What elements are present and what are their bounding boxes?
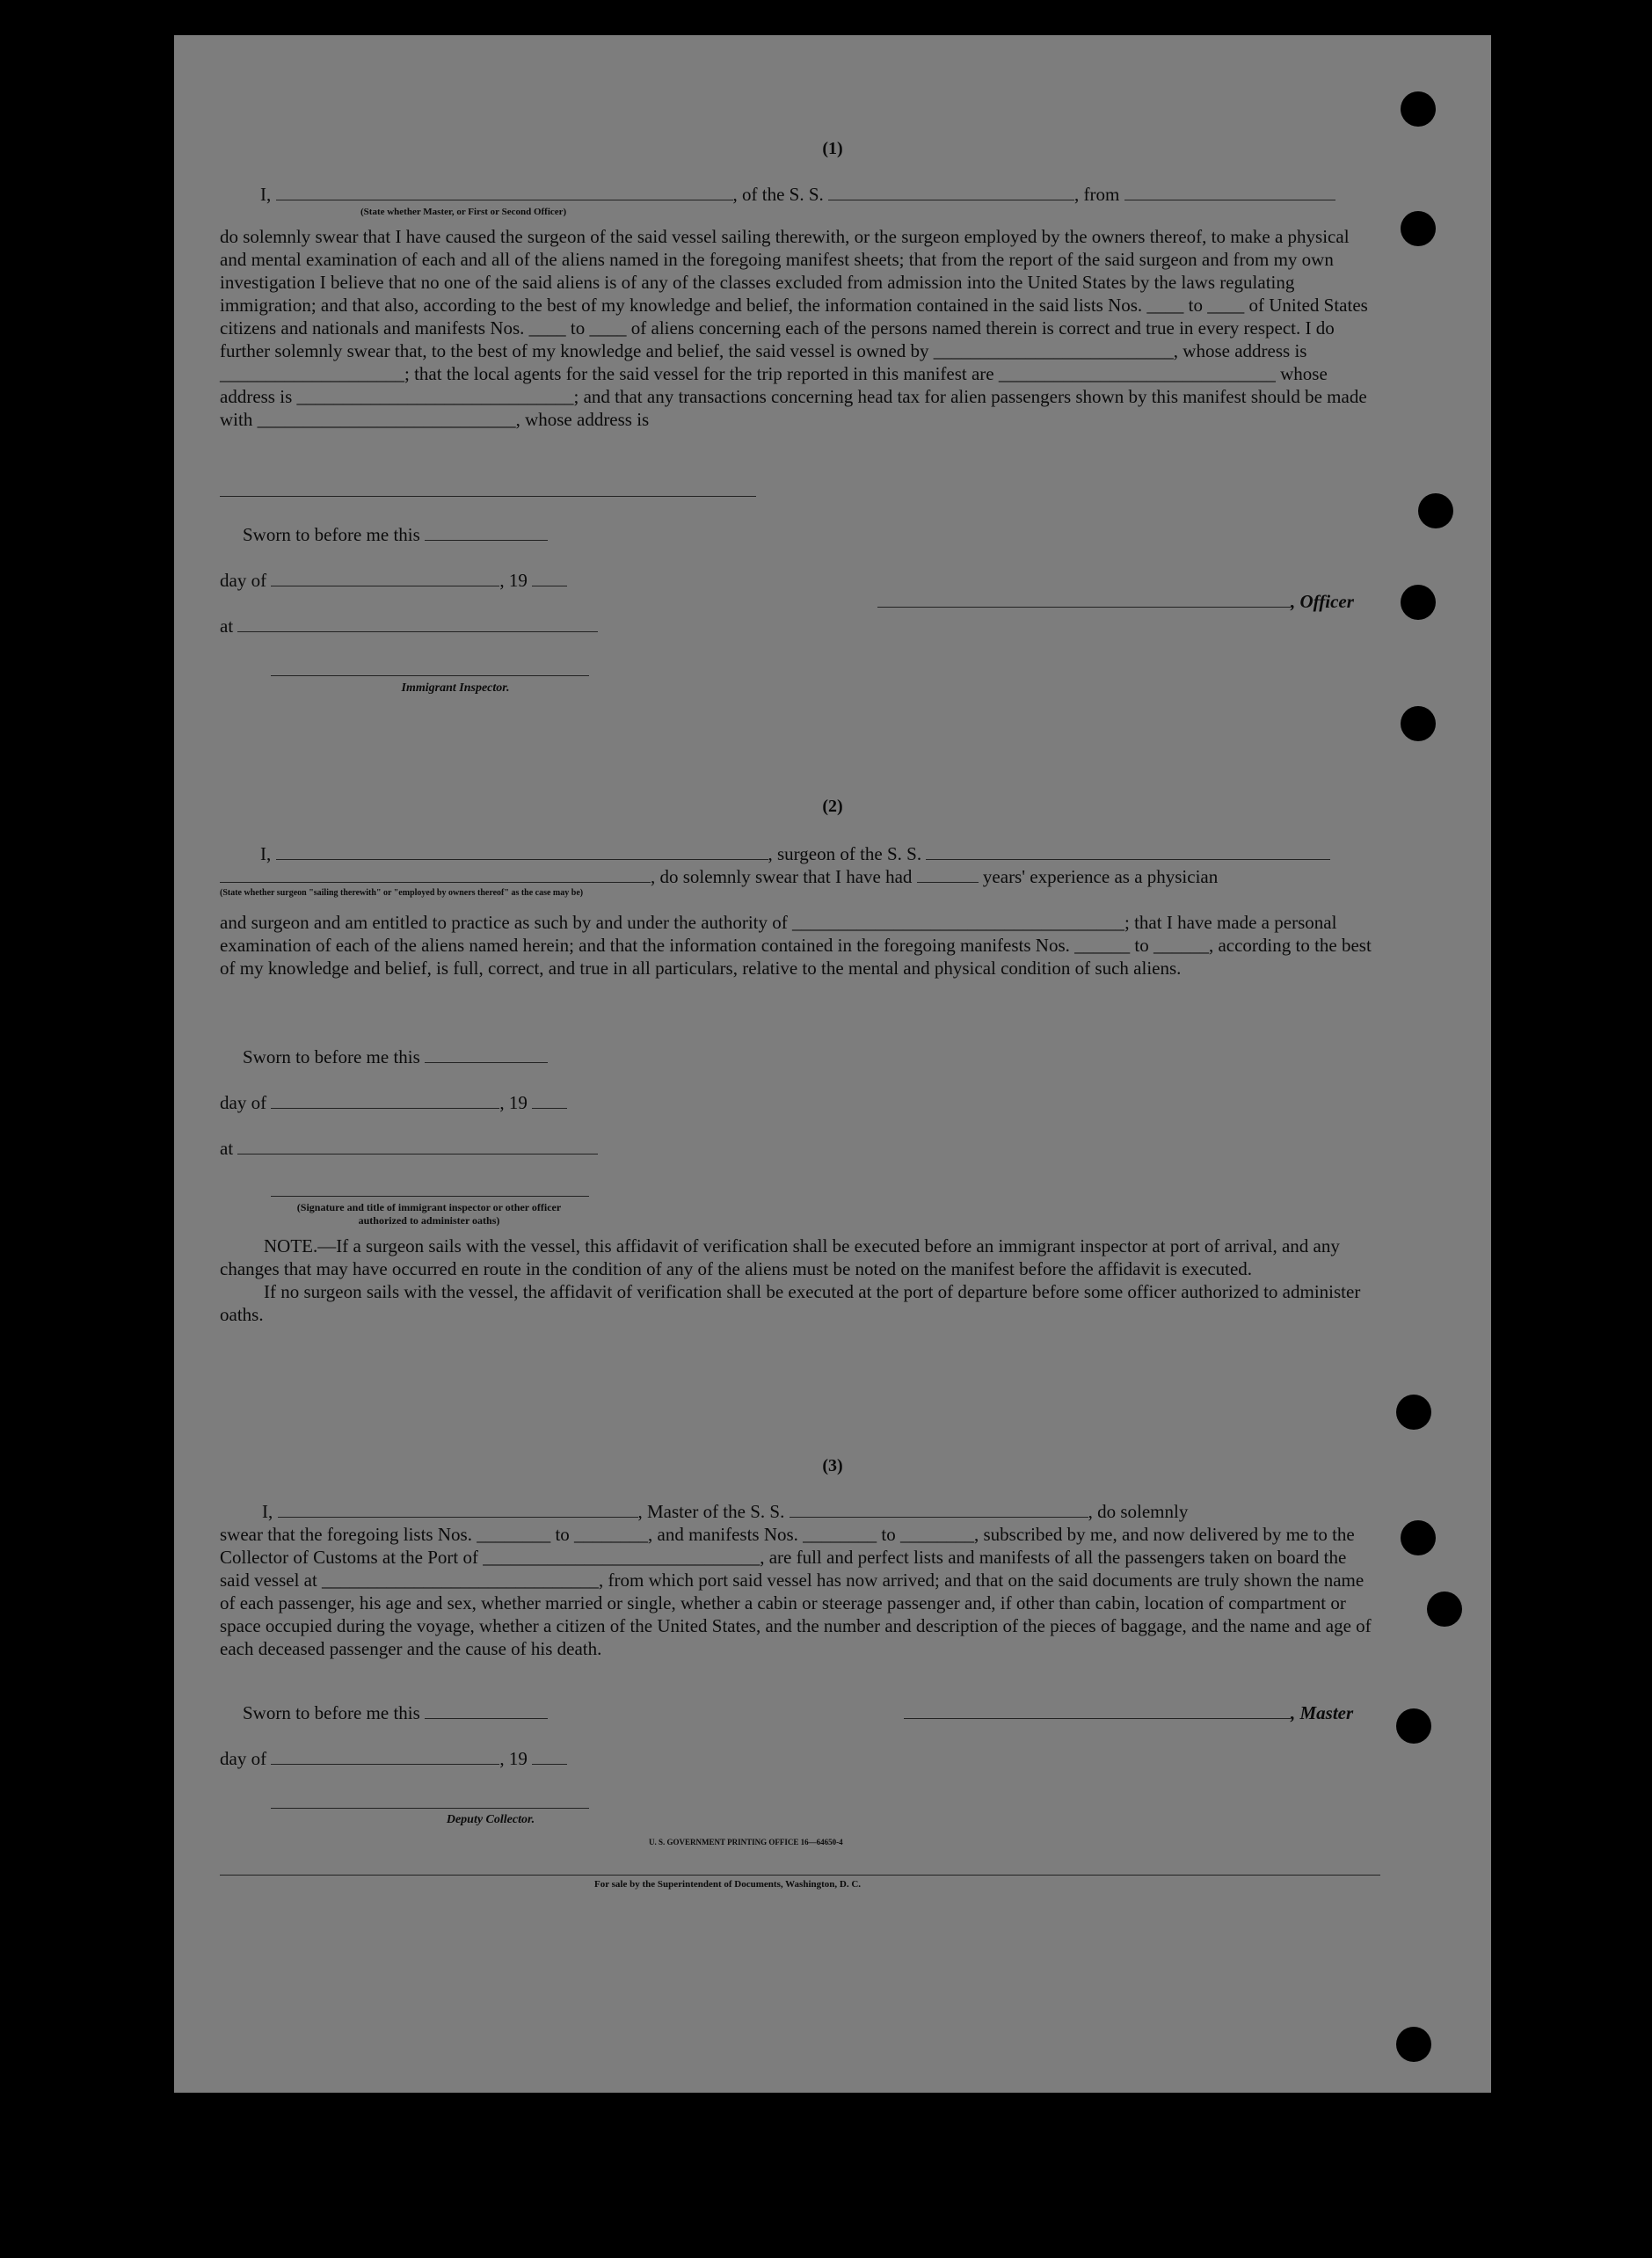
- year-label: , 19: [499, 1092, 528, 1113]
- part3-oath-paragraph: swear that the foregoing lists Nos. ________ to ________, and manifests Nos. ________ to ________, subscribed by me, and now delivered by me to the Collector of Customs at the Port of ______________________________, are full and perfect lists and manifests of all the passengers taken on board the said vessel at ______________________________, from which port said vessel has now arrived; and that on the said documents are truly shown the name of each passenger, his age and sex, whether married or single, whether a cabin or steerage passenger and, if other than cabin, location of compartment or space occupied during the voyage, whether a citizen of the United States, and the number and description of the pieces of baggage, and the name and age of each deceased passenger and the cause of his death.: [220, 1524, 1372, 1659]
- signature-title-line: [271, 1196, 589, 1197]
- deputy-signature-line: [271, 1808, 589, 1809]
- master-label: , Master: [1291, 1702, 1354, 1723]
- part2-i-label: I,: [260, 843, 272, 864]
- sworn-date-field[interactable]: [425, 1046, 548, 1063]
- part1-at-row: [220, 615, 598, 637]
- officer-name-field[interactable]: [276, 184, 733, 200]
- printing-office-note: U. S. GOVERNMENT PRINTING OFFICE 16—64650-4: [649, 1838, 843, 1846]
- for-sale-note: For sale by the Superintendent of Documents, Washington, D. C.: [594, 1879, 862, 1890]
- at-place-field[interactable]: [237, 1138, 598, 1154]
- part3-first-line: [220, 1500, 1380, 1523]
- part2-oath-paragraph: and surgeon and am entitled to practice as such by and under the authority of ____________________________________; that I have made a personal examination of each of the aliens named herein; and that the information contained in the foregoing manifests Nos. ______ to ______, according to the best of my knowledge and belief, is full, correct, and true in all particulars, relative to the mental and physical condition of such aliens.: [220, 912, 1372, 979]
- part1-first-line: [260, 183, 1368, 206]
- punch-hole: [1427, 1592, 1462, 1627]
- sworn-label: Sworn to before me this: [243, 1702, 420, 1723]
- part2-sworn-row: [243, 1046, 548, 1068]
- year-field[interactable]: [532, 1092, 567, 1109]
- officer-signature-field[interactable]: [877, 591, 1291, 608]
- years-experience-field[interactable]: [917, 866, 979, 883]
- footer-rule: [220, 1875, 1380, 1876]
- part3-i-label: I,: [262, 1501, 273, 1522]
- vessel-name-field[interactable]: [828, 184, 1074, 200]
- master-name-field[interactable]: [278, 1501, 638, 1518]
- surgeon-vessel-field[interactable]: [926, 843, 1330, 860]
- signature-title-caption: (Signature and title of immigrant inspector or other officer authorized to administer oaths): [296, 1201, 562, 1227]
- from-port-field[interactable]: [1124, 184, 1335, 200]
- year-label: , 19: [499, 1748, 528, 1769]
- part2-second-line: [220, 865, 1379, 888]
- year-field[interactable]: [532, 570, 567, 586]
- immigrant-inspector-caption: Immigrant Inspector.: [401, 681, 510, 695]
- part3-day-row: [220, 1748, 567, 1770]
- sworn-date-field[interactable]: [425, 524, 548, 541]
- year-field[interactable]: [532, 1748, 567, 1765]
- punch-hole: [1396, 1395, 1431, 1430]
- day-of-label: day of: [220, 570, 267, 591]
- part1-from-label: , from: [1074, 184, 1120, 205]
- note-1-text: NOTE.—If a surgeon sails with the vessel, this affidavit of verification shall be executed before an immigrant inspector at port of arrival, and any changes that may have occurred en route in the condition of any of the aliens must be noted on the manifest before the affidavit is executed.: [220, 1235, 1340, 1279]
- note-paragraph: [220, 1235, 1379, 1326]
- day-of-label: day of: [220, 1748, 267, 1769]
- punch-hole: [1401, 1520, 1436, 1555]
- years-experience-label: years' experience as a physician: [982, 866, 1219, 887]
- punch-hole: [1401, 706, 1436, 741]
- officer-rank-caption: (State whether Master, or First or Second Officer): [360, 207, 567, 217]
- year-label: , 19: [499, 570, 528, 591]
- part2-first-line: [260, 842, 1368, 865]
- section-2-heading: (2): [822, 797, 843, 816]
- note-2-text: If no surgeon sails with the vessel, the affidavit of verification shall be executed at the port of departure before some officer authorized to administer oaths.: [220, 1281, 1361, 1325]
- punch-hole: [1401, 211, 1436, 246]
- master-signature-row: [904, 1702, 1353, 1724]
- part1-sworn-row: [243, 524, 548, 546]
- part3-swear-label: , do solemnly: [1088, 1501, 1189, 1522]
- surgeon-name-field[interactable]: [276, 843, 768, 860]
- punch-hole: [1418, 493, 1453, 528]
- sworn-date-field[interactable]: [425, 1702, 548, 1719]
- sworn-label: Sworn to before me this: [243, 524, 420, 545]
- day-field[interactable]: [271, 1092, 499, 1109]
- punch-hole: [1396, 1708, 1431, 1744]
- master-vessel-field[interactable]: [790, 1501, 1088, 1518]
- master-signature-field[interactable]: [904, 1702, 1291, 1719]
- part1-ss-label: , of the S. S.: [732, 184, 824, 205]
- punch-hole: [1396, 2027, 1431, 2062]
- day-of-label: day of: [220, 1092, 267, 1113]
- sworn-label: Sworn to before me this: [243, 1046, 420, 1067]
- section-3-heading: (3): [822, 1456, 843, 1475]
- part2-day-row: [220, 1092, 567, 1114]
- part1-oath-paragraph: do solemnly swear that I have caused the surgeon of the said vessel sailing therewith, or the surgeon employed by the owners thereof, to make a physical and mental examination of each and all of the aliens named in the foregoing manifest sheets; that from the report of the said surgeon and from my own investigation I believe that no one of the said aliens is of any of the classes excluded from admission into the United States by the laws regulating immigration; and that also, according to the best of my knowledge and belief, the information contained in the said lists Nos. ____ to ____ of United States citizens and nationals and manifests Nos. ____ to ____ of aliens concerning each of the persons named therein is correct and true in every respect. I do further solemnly swear that, to the best of my knowledge and belief, the said vessel is owned by __________________________, whose address is ____________________; that the local agents for the said vessel for the trip reported in this manifest are ______________________________ whose address is ______________________________; and that any transactions concerning head tax for alien passengers shown by this manifest should be made with ____________________________, whose address is: [220, 226, 1368, 430]
- surgeon-ss-label: , surgeon of the S. S.: [768, 843, 922, 864]
- manifest-affidavit-page: [174, 35, 1491, 2093]
- officer-label: , Officer: [1291, 591, 1354, 612]
- part2-at-row: [220, 1138, 598, 1160]
- surgeon-swear-label: , do solemnly swear that I have had: [651, 866, 913, 887]
- section-1-heading: (1): [822, 139, 843, 158]
- part1-i-label: I,: [260, 184, 272, 205]
- day-field[interactable]: [271, 1748, 499, 1765]
- at-label: at: [220, 615, 234, 637]
- day-field[interactable]: [271, 570, 499, 586]
- inspector-signature-line: [271, 675, 589, 676]
- part3-ss-label: , Master of the S. S.: [637, 1501, 785, 1522]
- officer-signature-row: [877, 591, 1354, 613]
- surgeon-status-field[interactable]: [220, 866, 651, 883]
- surgeon-status-caption: (State whether surgeon "sailing therewith" or "employed by owners thereof" as the case may be): [220, 888, 584, 898]
- part1-day-row: [220, 570, 567, 592]
- at-label: at: [220, 1138, 234, 1159]
- punch-hole: [1401, 585, 1436, 620]
- part3-sworn-row: [243, 1702, 548, 1724]
- at-place-field[interactable]: [237, 615, 598, 632]
- address-line: [220, 496, 756, 497]
- deputy-collector-caption: Deputy Collector.: [446, 1813, 535, 1826]
- punch-hole: [1401, 91, 1436, 127]
